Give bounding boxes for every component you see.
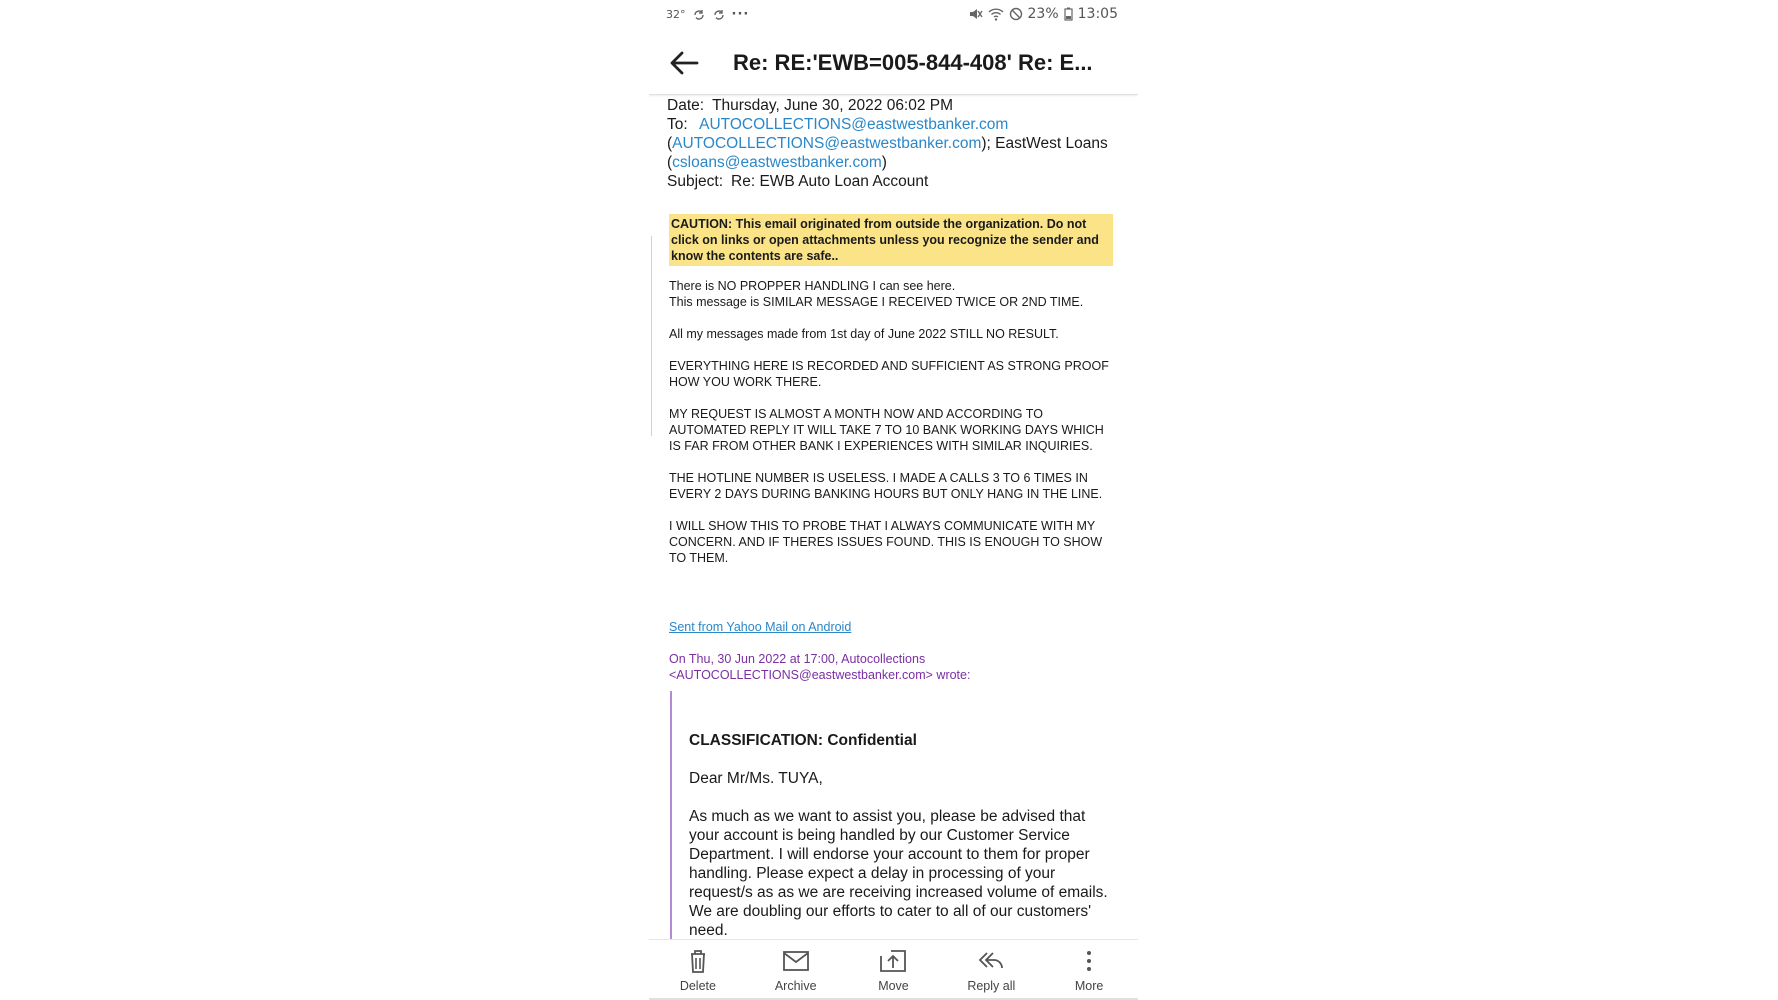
delete-label: Delete [679, 979, 716, 993]
date-label: Date: [667, 97, 705, 114]
blocked-icon [1009, 7, 1023, 21]
subject-row [667, 172, 1117, 191]
greeting: Dear Mr/Ms. TUYA, [689, 770, 823, 787]
to-label: To: [667, 116, 688, 133]
archive-button[interactable] [747, 940, 844, 993]
to-recipient-text: ); EastWest Loans ( [667, 135, 1108, 171]
reply-all-icon [977, 948, 1005, 974]
quoted-body: As much as we want to assist you, please be advised that your account is being handled by our Customer Service Department. I will endorse your account to them for proper handling. Please expect a delay in processing of your request/s as as we are receiving increased volume of emails. We are doubling our efforts to cater to all of our customers' need. [689, 808, 1108, 939]
body-paragraph: EVERYTHING HERE IS RECORDED AND SUFFICIENT AS STRONG PROOF HOW YOU WORK THERE. [669, 359, 1109, 389]
battery-percent: 23% [1027, 6, 1059, 22]
move-button[interactable] [845, 940, 942, 993]
more-vertical-icon [1075, 948, 1103, 974]
app-bar [649, 38, 1138, 95]
more-notifications-icon: ··· [731, 7, 750, 22]
email-content[interactable] [649, 96, 1138, 939]
to-email-link[interactable]: AUTOCOLLECTIONS@eastwestbanker.com [672, 135, 982, 152]
body-paragraph: THE HOTLINE NUMBER IS USELESS. I MADE A CALLS 3 TO 6 TIMES IN EVERY 2 DAYS DURING BANKING HOURS BUT ONLY HANG IN THE LINE. [669, 471, 1103, 501]
paren-open: ( [667, 135, 673, 152]
wifi-icon [988, 7, 1004, 21]
date-value: Thursday, June 30, 2022 06:02 PM [712, 97, 954, 114]
clock: 13:05 [1077, 6, 1118, 22]
to-email-link[interactable]: AUTOCOLLECTIONS@eastwestbanker.com [699, 116, 1009, 133]
back-arrow-icon[interactable] [669, 50, 699, 76]
email-subject-title: Re: RE:'EWB=005-844-408' Re: E... [733, 50, 1093, 75]
phone-screen [649, 0, 1138, 1000]
classification: CLASSIFICATION: Confidential [689, 732, 917, 749]
body-paragraph: All my messages made from 1st day of June 2022 STILL NO RESULT. [669, 327, 1059, 341]
move-label: Move [878, 979, 909, 993]
battery-icon [1064, 7, 1073, 21]
more-label: More [1074, 979, 1104, 993]
sync-icon [712, 8, 726, 22]
paren-close: ) [881, 154, 887, 171]
mute-icon [968, 7, 983, 21]
forwarded-header [667, 96, 1117, 191]
reply-all-label: Reply all [967, 979, 1016, 993]
to-row [667, 115, 1117, 172]
sync-icon [692, 8, 706, 22]
status-bar [649, 0, 1138, 30]
more-button[interactable] [1041, 940, 1138, 993]
move-icon [879, 948, 907, 974]
quote-bar [670, 691, 672, 939]
caution-banner: CAUTION: This email originated from outside the organization. Do not click on links or open attachments unless you recognize the sender and know the contents are safe.. [669, 214, 1113, 266]
sent-from-yahoo-link[interactable]: Sent from Yahoo Mail on Android [669, 620, 852, 634]
date-row [667, 96, 1117, 115]
subject-label: Subject: [667, 173, 724, 190]
archive-label: Archive [774, 979, 817, 993]
cc-email-link[interactable]: csloans@eastwestbanker.com [672, 154, 882, 171]
trash-icon [684, 948, 712, 974]
delete-button[interactable] [649, 940, 746, 993]
subject-value: Re: EWB Auto Loan Account [731, 173, 929, 190]
temperature: 32° [666, 8, 686, 21]
email-body [669, 278, 1117, 582]
quoted-message [689, 731, 1114, 939]
body-paragraph: There is NO PROPPER HANDLING I can see here. This message is SIMILAR MESSAGE I RECEIVED TWICE OR 2ND TIME. [669, 279, 1084, 309]
divider [651, 236, 652, 436]
body-paragraph: MY REQUEST IS ALMOST A MONTH NOW AND ACCORDING TO AUTOMATED REPLY IT WILL TAKE 7 TO 10 BANK WORKING DAYS WHICH IS FAR FROM OTHER BANK I EXPERIENCES WITH SIMILAR INQUIRIES. [669, 407, 1104, 453]
reply-all-button[interactable] [943, 940, 1040, 993]
quoted-attribution: On Thu, 30 Jun 2022 at 17:00, Autocollections <AUTOCOLLECTIONS@eastwestbanker.com> wrote: [669, 652, 971, 682]
body-paragraph: I WILL SHOW THIS TO PROBE THAT I ALWAYS COMMUNICATE WITH MY CONCERN. AND IF THERES ISSUES FOUND. THIS IS ENOUGH TO SHOW TO THEM. [669, 519, 1103, 565]
bottom-toolbar [649, 939, 1138, 1000]
archive-icon [782, 948, 810, 974]
